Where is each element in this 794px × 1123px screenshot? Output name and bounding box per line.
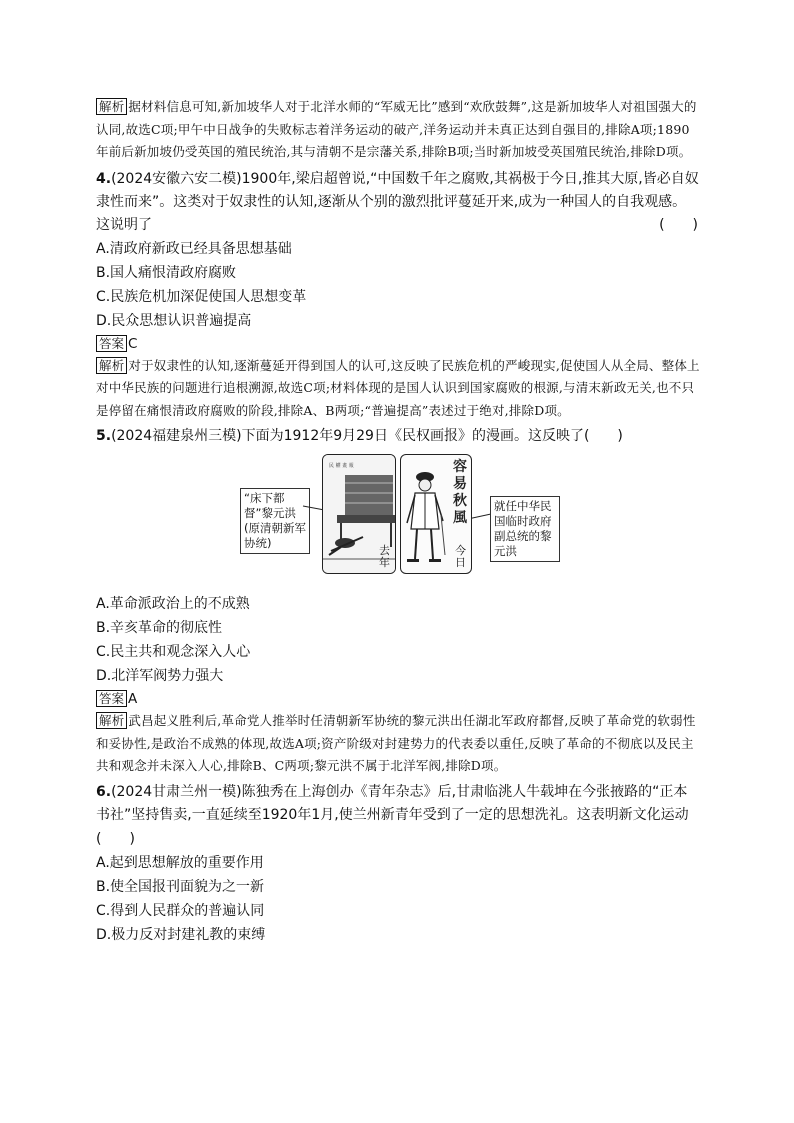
q6-option-d: D.极力反对封建礼教的束缚 — [96, 926, 266, 943]
answer-tag: 答案 — [96, 690, 127, 707]
right-panel — [400, 454, 472, 574]
right-panel-title: 容易秋風 — [453, 459, 467, 526]
q4-stem-text: (2024安徽六安二模)1900年,梁启超曾说,“中国数千年之腐败,其祸极于今日,推其大原,皆必自奴隶性而来”。这类对于奴隶性的认知,逐渐从个别的激烈批评蔓延开来,成为一种国人的自我观感。这说明了 — [96, 170, 699, 233]
q4-option-b: B.国人痛恨清政府腐败 — [96, 264, 237, 281]
q5-option-c: C.民主共和观念深入人心 — [96, 644, 251, 660]
q5-option-b: B.辛亥革命的彻底性 — [96, 620, 223, 636]
answer-tag: 答案 — [96, 335, 127, 352]
q3-analysis — [96, 96, 700, 164]
q6-option-b: B.使全国报刊面貌为之一新 — [96, 878, 265, 895]
left-callout: “床下都督”黎元洪(原清朝新军协统) — [240, 488, 310, 554]
analysis-tag: 解析 — [96, 357, 127, 374]
q6-answer-paren: ( ) — [96, 830, 135, 847]
q5-stem-text: (2024福建泉州三模)下面为1912年9月29日《民权画报》的漫画。这反映了( ) — [111, 428, 623, 444]
analysis-tag: 解析 — [96, 712, 127, 729]
q5-analysis-text: 武昌起义胜利后,革命党人推举时任清朝新军协统的黎元洪出任湖北军政府都督,反映了革命党的软弱性和妥协性,是政治不成熟的体现,故选A项;资产阶级对封建势力的代表委以重任,反映了革命的不彻底以及民主共和观念并未深入人心,排除B、C两项;黎元洪不属于北洋军阀,排除D项。 — [96, 713, 696, 773]
left-panel — [322, 454, 396, 574]
q5-option-d: D.北洋军阀势力强大 — [96, 668, 224, 684]
q6-number: 6. — [96, 783, 112, 800]
q4-option-c: C.民族危机加深促使国人思想变革 — [96, 288, 307, 305]
right-callout: 就任中华民国临时政府副总统的黎元洪 — [490, 496, 560, 562]
right-panel-caption: 今日 — [455, 544, 466, 569]
q4-stem — [96, 168, 700, 237]
analysis-tag: 解析 — [96, 98, 127, 115]
q4-answer — [96, 333, 700, 355]
q6-option-c: C.得到人民群众的普遍认同 — [96, 902, 265, 919]
q5-stem — [96, 425, 700, 448]
q5-analysis — [96, 710, 700, 778]
q6-stem — [96, 781, 700, 827]
q4-number: 4. — [96, 170, 112, 187]
page-content — [96, 96, 700, 947]
callout-arrows — [96, 454, 700, 584]
cartoon-figure — [96, 454, 700, 584]
q6-option-a: A.起到思想解放的重要作用 — [96, 854, 264, 871]
q4-option-a: A.清政府新政已经具备思想基础 — [96, 240, 292, 257]
q5-number: 5. — [96, 428, 112, 444]
q4-answer-value: C — [128, 335, 138, 352]
q3-analysis-text: 据材料信息可知,新加坡华人对于北洋水师的“军威无比”感到“欢欣鼓舞”,这是新加坡华人对祖国强大的认同,故选C项;甲午中日战争的失败标志着洋务运动的破产,洋务运动并未真正达到自强目的,排除A项;1890年前后新加坡仍受英国的殖民统治,其与清朝不是宗藩关系,排除B项;当时新加坡受英国殖民统治,排除D项。 — [96, 99, 697, 159]
q4-answer-paren: ( ) — [659, 216, 698, 233]
svg-text:民 權 畫 報: 民 權 畫 報 — [329, 463, 354, 469]
left-panel-caption: 去年 — [379, 544, 390, 569]
q4-option-d: D.民众思想认识普遍提高 — [96, 312, 252, 329]
standing-figure-illustration — [401, 455, 453, 573]
q5-option-a: A.革命派政治上的不成熟 — [96, 596, 250, 612]
q4-analysis — [96, 355, 700, 423]
q6-stem-text: (2024甘肃兰州一模)陈独秀在上海创办《青年杂志》后,甘肃临洮人牛载坤在今张掖路的“正本书社”坚持售卖,一直延续至1920年1月,使兰州新青年受到了一定的思想洗礼。这表明新文化运动 — [96, 783, 689, 823]
q4-analysis-text: 对于奴隶性的认知,逐渐蔓延开得到国人的认可,这反映了民族危机的严峻现实,促使国人从全局、整体上对中华民族的问题进行追根溯源,故选C项;材料体现的是国人认识到国家腐败的根源,与清末新政无关,也不只是停留在痛恨清政府腐败的阶段,排除A、B两项;“普遍提高”表述过于绝对,排除D项。 — [96, 357, 700, 418]
q5-answer — [96, 688, 700, 710]
q5-answer-value: A — [128, 691, 138, 707]
